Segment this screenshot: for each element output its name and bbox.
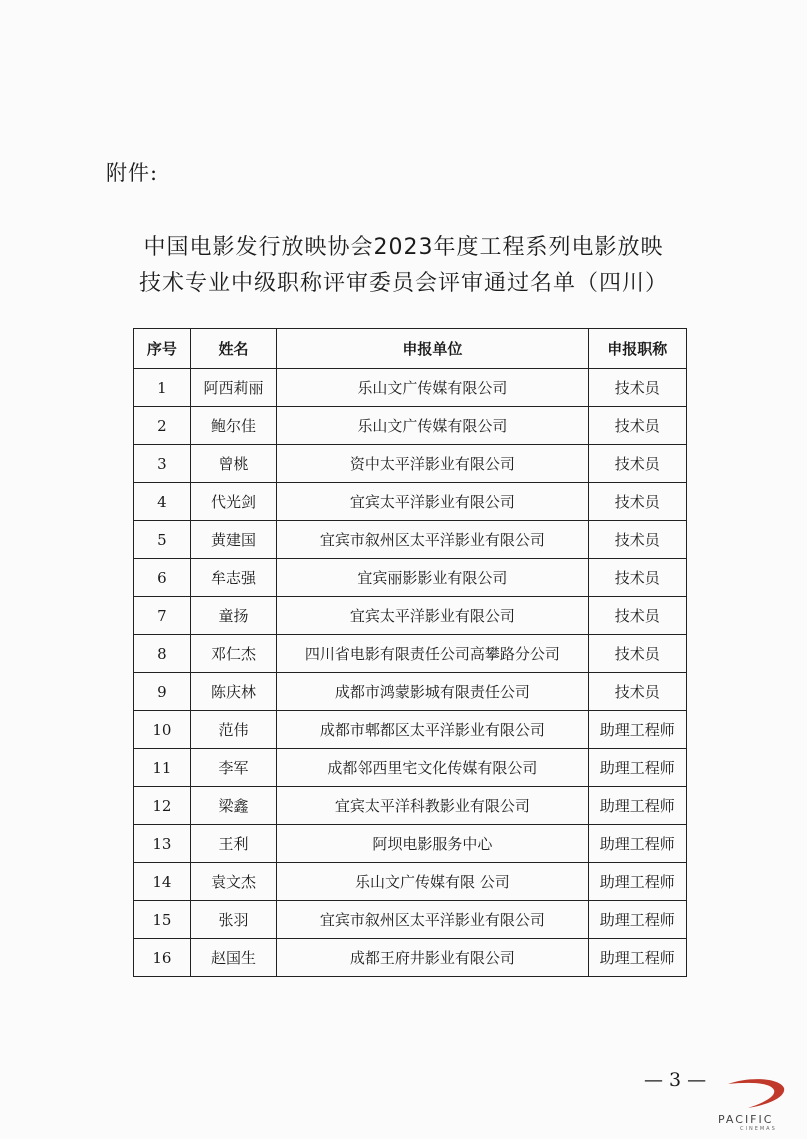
cell-title: 技术员 — [588, 445, 687, 483]
cell-unit: 阿坝电影服务中心 — [277, 825, 588, 863]
header-serial-number: 序号 — [134, 329, 191, 369]
cell-unit: 成都市郫都区太平洋影业有限公司 — [277, 711, 588, 749]
cell-unit: 乐山文广传媒有限公司 — [277, 407, 588, 445]
document-title-line-2: 技术专业中级职称评审委员会评审通过名单（四川） — [138, 271, 668, 296]
cell-serial-number: 9 — [134, 673, 191, 711]
table-row — [134, 445, 687, 483]
logo-swoosh — [728, 1079, 784, 1108]
cell-unit: 乐山文广传媒有限公司 — [277, 369, 588, 407]
cell-name: 梁鑫 — [190, 787, 277, 825]
cell-serial-number: 11 — [134, 749, 191, 787]
table-row — [134, 939, 687, 977]
cell-title: 技术员 — [588, 407, 687, 445]
table-body — [134, 369, 687, 977]
logo-subtext: CINEMAS — [740, 1126, 777, 1132]
attachment-label: 附件: — [106, 161, 159, 185]
cell-serial-number: 2 — [134, 407, 191, 445]
cell-serial-number: 15 — [134, 901, 191, 939]
document-title-line-1: 中国电影发行放映协会2023年度工程系列电影放映 — [143, 235, 664, 260]
cell-title: 助理工程师 — [588, 825, 687, 863]
table-row — [134, 673, 687, 711]
table-row — [134, 901, 687, 939]
cell-name: 牟志强 — [190, 559, 277, 597]
cell-name: 邓仁杰 — [190, 635, 277, 673]
cell-unit: 四川省电影有限责任公司高攀路分公司 — [277, 635, 588, 673]
cell-unit: 资中太平洋影业有限公司 — [277, 445, 588, 483]
cell-title: 技术员 — [588, 521, 687, 559]
table-row — [134, 521, 687, 559]
table-row — [134, 863, 687, 901]
cell-unit: 成都邻西里宅文化传媒有限公司 — [277, 749, 588, 787]
cell-name: 赵国生 — [190, 939, 277, 977]
table-header-row — [134, 329, 687, 369]
table-row — [134, 787, 687, 825]
header-title: 申报职称 — [588, 329, 687, 369]
cell-serial-number: 13 — [134, 825, 191, 863]
cell-serial-number: 12 — [134, 787, 191, 825]
header-name: 姓名 — [190, 329, 277, 369]
cell-name: 黄建国 — [190, 521, 277, 559]
table-row — [134, 749, 687, 787]
cell-name: 鲍尔佳 — [190, 407, 277, 445]
cell-serial-number: 3 — [134, 445, 191, 483]
cell-name: 王利 — [190, 825, 277, 863]
cell-unit: 宜宾丽影影业有限公司 — [277, 559, 588, 597]
cell-title: 助理工程师 — [588, 901, 687, 939]
cell-serial-number: 6 — [134, 559, 191, 597]
cell-unit: 成都市鸿蒙影城有限责任公司 — [277, 673, 588, 711]
cell-serial-number: 5 — [134, 521, 191, 559]
cell-unit: 乐山文广传媒有限 公司 — [277, 863, 588, 901]
cell-title: 技术员 — [588, 597, 687, 635]
table-row — [134, 369, 687, 407]
cell-unit: 宜宾市叙州区太平洋影业有限公司 — [277, 901, 588, 939]
cell-title: 助理工程师 — [588, 939, 687, 977]
cell-title: 技术员 — [588, 559, 687, 597]
table-row — [134, 711, 687, 749]
logo-wordmark: PACIFIC — [718, 1113, 774, 1126]
cell-name: 李军 — [190, 749, 277, 787]
cell-serial-number: 4 — [134, 483, 191, 521]
cell-title: 技术员 — [588, 369, 687, 407]
cell-serial-number: 8 — [134, 635, 191, 673]
cell-name: 张羽 — [190, 901, 277, 939]
cell-serial-number: 16 — [134, 939, 191, 977]
cell-name: 范伟 — [190, 711, 277, 749]
table-row — [134, 825, 687, 863]
table-row — [134, 407, 687, 445]
cell-serial-number: 14 — [134, 863, 191, 901]
cell-name: 阿西莉丽 — [190, 369, 277, 407]
cell-name: 袁文杰 — [190, 863, 277, 901]
cell-title: 助理工程师 — [588, 749, 687, 787]
header-unit: 申报单位 — [277, 329, 588, 369]
cell-name: 代光剑 — [190, 483, 277, 521]
table-row — [134, 559, 687, 597]
table-row — [134, 483, 687, 521]
cell-title: 技术员 — [588, 635, 687, 673]
cell-title: 技术员 — [588, 483, 687, 521]
cell-serial-number: 1 — [134, 369, 191, 407]
cell-name: 陈庆林 — [190, 673, 277, 711]
approved-list-table — [133, 328, 687, 977]
table-row — [134, 635, 687, 673]
cell-unit: 宜宾太平洋影业有限公司 — [277, 597, 588, 635]
table-row — [134, 597, 687, 635]
cell-unit: 宜宾太平洋影业有限公司 — [277, 483, 588, 521]
cell-serial-number: 7 — [134, 597, 191, 635]
cell-serial-number: 10 — [134, 711, 191, 749]
page-number: — 3 — — [644, 1069, 707, 1091]
cell-name: 曾桃 — [190, 445, 277, 483]
cell-title: 助理工程师 — [588, 711, 687, 749]
cell-name: 童扬 — [190, 597, 277, 635]
cell-unit: 成都王府井影业有限公司 — [277, 939, 588, 977]
cell-unit: 宜宾市叙州区太平洋影业有限公司 — [277, 521, 588, 559]
cell-title: 技术员 — [588, 673, 687, 711]
cell-unit: 宜宾太平洋科教影业有限公司 — [277, 787, 588, 825]
cell-title: 助理工程师 — [588, 787, 687, 825]
cell-title: 助理工程师 — [588, 863, 687, 901]
